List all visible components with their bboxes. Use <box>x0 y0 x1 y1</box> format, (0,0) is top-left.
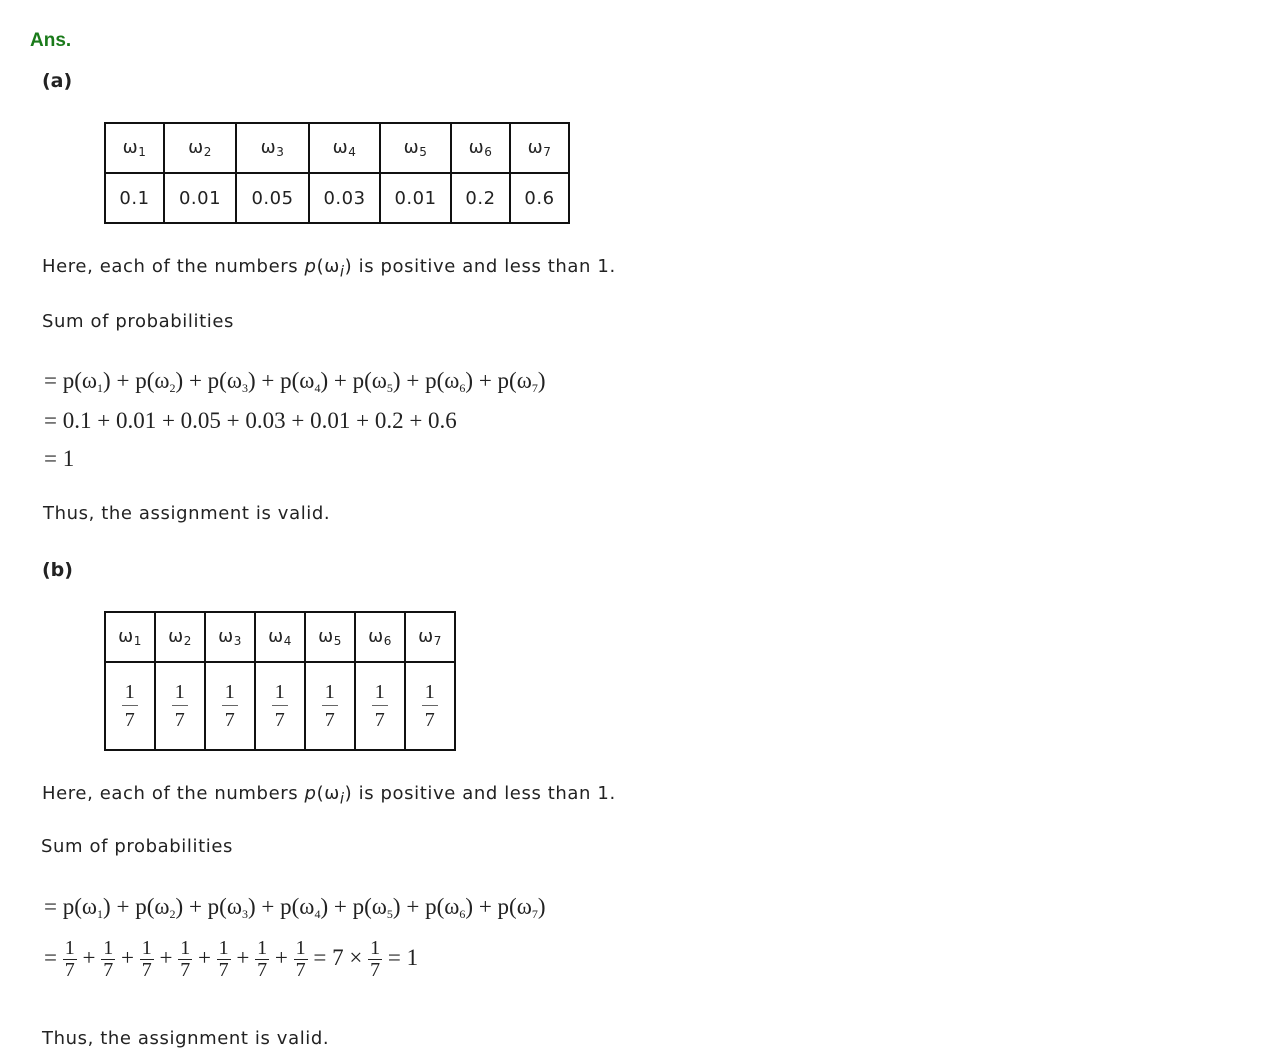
header-cell-w6: $\omega_6$ <box>451 123 510 173</box>
eq-fraction: $\frac{1}{7}$ <box>64 937 75 981</box>
part-a-statement: Here, each of the numbers $p(\omega_i)$ is positive and less than 1. <box>42 256 616 281</box>
header-cell-w5: $\omega_5$ <box>380 123 451 173</box>
header-cell-w4: $\omega_4$ <box>309 123 380 173</box>
eq-term: $p(\omega_6)$ <box>425 894 474 921</box>
fraction-cell: $\frac{1}{7}$ <box>205 662 255 750</box>
eq-fraction: $\frac{1}{7}$ <box>180 937 191 981</box>
eq-fraction: $\frac{1}{7}$ <box>370 937 381 981</box>
eq-term: $p(\omega_4)$ <box>280 894 329 921</box>
eq-term: $p(\omega_2)$ <box>135 894 184 921</box>
header-cell-w5: $\omega_5$ <box>305 612 355 662</box>
eq-term: $p(\omega_2)$ <box>135 368 184 395</box>
header-cell-w7: $\omega_7$ <box>510 123 569 173</box>
part-a-label: (a) <box>42 70 73 92</box>
value-cell: 0.01 <box>380 173 451 223</box>
value-cell: 0.2 <box>451 173 510 223</box>
eq-fraction: $\frac{1}{7}$ <box>218 937 229 981</box>
answer-heading: Ans. <box>30 30 72 51</box>
part-b-statement: Here, each of the numbers $p(\omega_i)$ is positive and less than 1. <box>42 783 616 808</box>
eq-term: $p(\omega_1)$ <box>62 368 111 395</box>
eq-term: $p(\omega_5)$ <box>352 894 401 921</box>
eq-term: $p(\omega_7)$ <box>497 368 546 395</box>
fraction-cell: $\frac{1}{7}$ <box>255 662 305 750</box>
fraction-cell: $\frac{1}{7}$ <box>405 662 455 750</box>
part-a-conclusion: Thus, the assignment is valid. <box>43 503 331 524</box>
header-cell-w3: $\omega_3$ <box>205 612 255 662</box>
value-cell: 0.05 <box>236 173 309 223</box>
part-b-equation-line-1: = $p(\omega_1) + p(\omega_2) + p(\omega_3) + p(\omega_4) + p(\omega_5) + p(\omega_6) + p(\omega_7)$ <box>44 894 546 921</box>
part-a-equation-line-1: = $p(\omega_1) + p(\omega_2) + p(\omega_3) + p(\omega_4) + p(\omega_5) + p(\omega_6) + p(\omega_7)$ <box>44 368 546 395</box>
part-b-label: (b) <box>42 559 73 581</box>
part-a-probability-table <box>104 122 570 224</box>
fraction-cell: $\frac{1}{7}$ <box>105 662 155 750</box>
header-cell-w6: $\omega_6$ <box>355 612 405 662</box>
value-cell: 0.03 <box>309 173 380 223</box>
eq-term: $p(\omega_1)$ <box>62 894 111 921</box>
eq-term: $p(\omega_5)$ <box>352 368 401 395</box>
table-header-row <box>105 612 455 662</box>
table-header-row <box>105 123 569 173</box>
eq-fraction: $\frac{1}{7}$ <box>257 937 268 981</box>
eq-fraction: $\frac{1}{7}$ <box>103 937 114 981</box>
part-a-equation-line-3: = 1 <box>44 446 75 471</box>
eq-term: $p(\omega_3)$ <box>207 368 256 395</box>
fraction-cell: $\frac{1}{7}$ <box>155 662 205 750</box>
header-cell-w3: $\omega_3$ <box>236 123 309 173</box>
eq-term: $p(\omega_3)$ <box>207 894 256 921</box>
part-b-probability-table <box>104 611 456 751</box>
value-cell: 0.1 <box>105 173 164 223</box>
eq-term: $p(\omega_7)$ <box>497 894 546 921</box>
header-cell-w2: $\omega_2$ <box>164 123 236 173</box>
value-cell: 0.01 <box>164 173 236 223</box>
eq-fraction: $\frac{1}{7}$ <box>141 937 152 981</box>
eq-fraction: $\frac{1}{7}$ <box>295 937 306 981</box>
fraction-cell: $\frac{1}{7}$ <box>355 662 405 750</box>
part-b-conclusion: Thus, the assignment is valid. <box>42 1028 330 1049</box>
header-cell-w1: $\omega_1$ <box>105 612 155 662</box>
eq-term: $p(\omega_6)$ <box>425 368 474 395</box>
part-a-sum-label: Sum of probabilities <box>42 311 234 332</box>
part-b-equation-line-2: = $\frac{1}{7}$ + $\frac{1}{7}$ + $\frac{1}{7}$ + $\frac{1}{7}$ + $\frac{1}{7}$ + $\frac{1}{7}$ + $\frac{1}{7}$ = 7 × $\frac{1}{7}$ = 1 <box>44 937 419 981</box>
header-cell-w2: $\omega_2$ <box>155 612 205 662</box>
value-cell: 0.6 <box>510 173 569 223</box>
header-cell-w4: $\omega_4$ <box>255 612 305 662</box>
table-value-row <box>105 173 569 223</box>
table-value-row <box>105 662 455 750</box>
eq-term: $p(\omega_4)$ <box>280 368 329 395</box>
header-cell-w7: $\omega_7$ <box>405 612 455 662</box>
fraction-cell: $\frac{1}{7}$ <box>305 662 355 750</box>
part-b-sum-label: Sum of probabilities <box>41 836 233 857</box>
part-a-equation-line-2: = 0.1 + 0.01 + 0.05 + 0.03 + 0.01 + 0.2 + 0.6 <box>44 408 457 433</box>
header-cell-w1: $\omega_1$ <box>105 123 164 173</box>
